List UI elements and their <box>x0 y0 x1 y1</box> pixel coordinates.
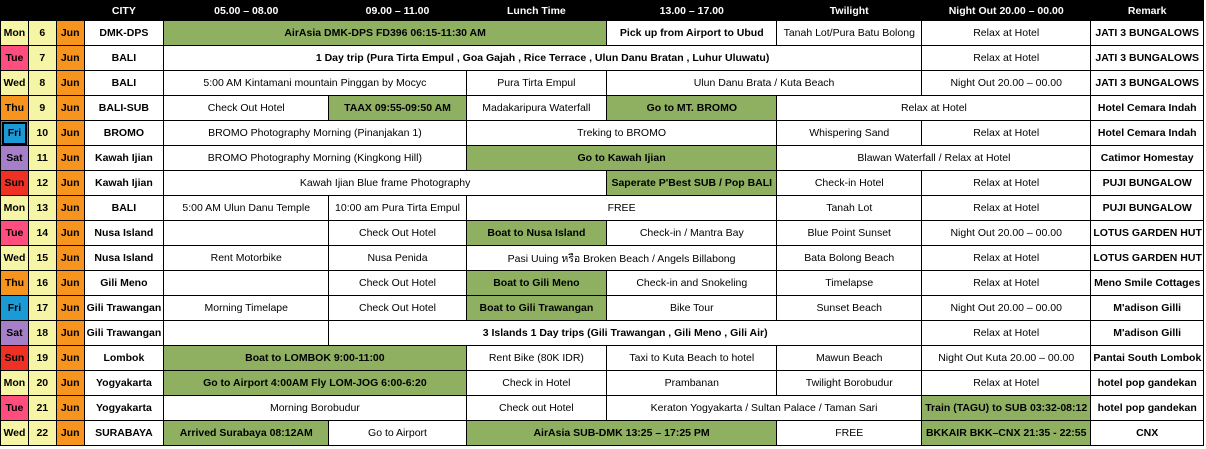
header-day <box>1 1 29 21</box>
header-month <box>56 1 84 21</box>
activity-cell[interactable]: Check Out Hotel <box>329 271 466 296</box>
activity-cell[interactable]: Prambanan <box>607 371 777 396</box>
activity-cell[interactable]: Relax at Hotel <box>922 171 1091 196</box>
activity-cell[interactable]: BROMO Photography Morning (Kingkong Hill) <box>164 146 467 171</box>
activity-cell[interactable]: Train (TAGU) to SUB 03:32-08:12 <box>922 396 1091 421</box>
month-cell[interactable]: Jun <box>56 21 84 46</box>
header-night: Night Out 20.00 – 00.00 <box>922 1 1091 21</box>
day-cell[interactable]: Sun <box>1 171 29 196</box>
activity-cell[interactable]: Check Out Hotel <box>329 296 466 321</box>
activity-cell[interactable]: Check-in and Snokeling <box>607 271 777 296</box>
activity-cell[interactable]: 1 Day trip (Pura Tirta Empul , Goa Gajah , Rice Terrace , Ulun Danu Bratan , Luhur Uluwatu) <box>164 46 922 71</box>
remark-cell[interactable]: PUJI BUNGALOW <box>1091 196 1204 221</box>
header-afternoon: 13.00 – 17.00 <box>607 1 777 21</box>
activity-cell[interactable]: TAAX 09:55-09:50 AM <box>329 96 466 121</box>
table-row <box>1 121 1204 146</box>
activity-cell[interactable]: Go to Airport 4:00AM Fly LOM-JOG 6:00-6:20 <box>164 371 467 396</box>
activity-cell[interactable]: Taxi to Kuta Beach to hotel <box>607 346 777 371</box>
activity-cell[interactable]: 5:00 AM Ulun Danu Temple <box>164 196 329 221</box>
date-cell[interactable]: 17 <box>28 296 56 321</box>
header-city: CITY <box>84 1 164 21</box>
header-twilight: Twilight <box>777 1 922 21</box>
day-cell[interactable]: Fri <box>1 121 29 146</box>
activity-cell[interactable]: Sunset Beach <box>777 296 922 321</box>
date-cell[interactable]: 14 <box>28 221 56 246</box>
activity-cell[interactable]: Morning Borobudur <box>164 396 467 421</box>
activity-cell[interactable]: Night Out 20.00 – 00.00 <box>922 71 1091 96</box>
city-cell[interactable]: Gili Trawangan <box>84 296 164 321</box>
day-cell[interactable]: Wed <box>1 421 29 446</box>
day-cell[interactable]: Fri <box>1 296 29 321</box>
month-cell[interactable]: Jun <box>56 321 84 346</box>
city-cell[interactable]: BALI <box>84 46 164 71</box>
activity-cell[interactable]: Check in Hotel <box>466 371 606 396</box>
date-cell[interactable]: 10 <box>28 121 56 146</box>
activity-cell[interactable]: Check Out Hotel <box>329 221 466 246</box>
remark-cell[interactable]: Hotel Cemara Indah <box>1091 96 1204 121</box>
table-row <box>1 196 1204 221</box>
activity-cell[interactable]: Blawan Waterfall / Relax at Hotel <box>777 146 1091 171</box>
month-cell[interactable]: Jun <box>56 246 84 271</box>
activity-cell[interactable]: BKKAIR BKK–CNX 21:35 - 22:55 <box>922 421 1091 446</box>
remark-cell[interactable]: LOTUS GARDEN HUT <box>1091 221 1204 246</box>
remark-cell[interactable]: JATI 3 BUNGALOWS <box>1091 71 1204 96</box>
activity-cell[interactable]: Whispering Sand <box>777 121 922 146</box>
activity-cell[interactable]: Tanah Lot/Pura Batu Bolong <box>777 21 922 46</box>
date-cell[interactable]: 19 <box>28 346 56 371</box>
activity-cell[interactable]: Ulun Danu Brata / Kuta Beach <box>607 71 922 96</box>
date-cell[interactable]: 9 <box>28 96 56 121</box>
activity-cell[interactable]: Treking to BROMO <box>466 121 777 146</box>
activity-cell[interactable]: Go to Airport <box>329 421 466 446</box>
city-cell[interactable]: DMK-DPS <box>84 21 164 46</box>
month-cell[interactable]: Jun <box>56 196 84 221</box>
table-row <box>1 346 1204 371</box>
header-morning: 05.00 – 08.00 <box>164 1 329 21</box>
activity-cell[interactable]: Bike Tour <box>607 296 777 321</box>
month-cell[interactable]: Jun <box>56 96 84 121</box>
remark-cell[interactable]: Pantai South Lombok <box>1091 346 1204 371</box>
day-cell[interactable]: Sat <box>1 146 29 171</box>
header-remark: Remark <box>1091 1 1204 21</box>
header-date <box>28 1 56 21</box>
activity-cell[interactable]: Relax at Hotel <box>922 46 1091 71</box>
city-cell[interactable]: Gili Trawangan <box>84 321 164 346</box>
activity-cell[interactable]: 3 Islands 1 Day trips (Gili Trawangan , Gili Meno , Gili Air) <box>329 321 922 346</box>
header-row <box>1 1 1204 21</box>
month-cell[interactable]: Jun <box>56 221 84 246</box>
activity-cell[interactable]: Go to Kawah Ijian <box>466 146 777 171</box>
day-cell[interactable]: Tue <box>1 396 29 421</box>
activity-cell[interactable]: Check-in / Mantra Bay <box>607 221 777 246</box>
activity-cell[interactable]: Nusa Penida <box>329 246 466 271</box>
remark-cell[interactable]: PUJI BUNGALOW <box>1091 171 1204 196</box>
activity-cell[interactable]: Pura Tirta Empul <box>466 71 606 96</box>
day-cell[interactable]: Sun <box>1 346 29 371</box>
date-cell[interactable]: 13 <box>28 196 56 221</box>
activity-cell[interactable]: Relax at Hotel <box>922 246 1091 271</box>
activity-cell[interactable]: 10:00 am Pura Tirta Empul <box>329 196 466 221</box>
itinerary-body <box>1 21 1204 446</box>
table-row <box>1 421 1204 446</box>
activity-cell[interactable]: Morning Timelape <box>164 296 329 321</box>
activity-cell[interactable]: Relax at Hotel <box>922 121 1091 146</box>
month-cell[interactable]: Jun <box>56 46 84 71</box>
remark-cell[interactable]: CNX <box>1091 421 1204 446</box>
month-cell[interactable]: Jun <box>56 421 84 446</box>
table-row <box>1 71 1204 96</box>
activity-cell[interactable]: Twilight Borobudur <box>777 371 922 396</box>
day-cell[interactable]: Mon <box>1 196 29 221</box>
activity-cell[interactable]: Arrived Surabaya 08:12AM <box>164 421 329 446</box>
day-cell[interactable]: Tue <box>1 221 29 246</box>
city-cell[interactable]: BROMO <box>84 121 164 146</box>
activity-cell[interactable]: Pick up from Airport to Ubud <box>607 21 777 46</box>
day-cell[interactable]: Tue <box>1 46 29 71</box>
activity-cell[interactable]: Boat to Nusa Island <box>466 221 606 246</box>
activity-cell[interactable]: Tanah Lot <box>777 196 922 221</box>
day-cell[interactable]: Sat <box>1 321 29 346</box>
activity-cell[interactable]: Check Out Hotel <box>164 96 329 121</box>
month-cell[interactable]: Jun <box>56 346 84 371</box>
activity-cell[interactable]: Mawun Beach <box>777 346 922 371</box>
table-row <box>1 46 1204 71</box>
remark-cell[interactable]: Hotel Cemara Indah <box>1091 121 1204 146</box>
day-cell[interactable]: Mon <box>1 371 29 396</box>
remark-cell[interactable]: JATI 3 BUNGALOWS <box>1091 21 1204 46</box>
month-cell[interactable]: Jun <box>56 146 84 171</box>
remark-cell[interactable]: LOTUS GARDEN HUT <box>1091 246 1204 271</box>
date-cell[interactable]: 7 <box>28 46 56 71</box>
table-row <box>1 96 1204 121</box>
activity-cell[interactable]: Bata Bolong Beach <box>777 246 922 271</box>
activity-cell[interactable]: Rent Motorbike <box>164 246 329 271</box>
remark-cell[interactable]: M'adison Gilli <box>1091 321 1204 346</box>
table-row <box>1 246 1204 271</box>
activity-cell[interactable]: Boat to LOMBOK 9:00-11:00 <box>164 346 467 371</box>
remark-cell[interactable]: hotel pop gandekan <box>1091 396 1204 421</box>
table-row <box>1 396 1204 421</box>
activity-cell[interactable]: FREE <box>466 196 777 221</box>
date-cell[interactable]: 22 <box>28 421 56 446</box>
day-cell[interactable]: Thu <box>1 271 29 296</box>
activity-cell[interactable]: Night Out 20.00 – 00.00 <box>922 221 1091 246</box>
table-row <box>1 371 1204 396</box>
activity-cell[interactable]: Go to MT. BROMO <box>607 96 777 121</box>
activity-cell[interactable]: Blue Point Sunset <box>777 221 922 246</box>
month-cell[interactable]: Jun <box>56 296 84 321</box>
date-cell[interactable]: 12 <box>28 171 56 196</box>
header-late-morning: 09.00 – 11.00 <box>329 1 466 21</box>
header-lunch: Lunch Time <box>466 1 606 21</box>
activity-cell[interactable] <box>164 321 329 346</box>
activity-cell[interactable]: Boat to Gili Trawangan <box>466 296 606 321</box>
activity-cell[interactable] <box>164 271 329 296</box>
activity-cell[interactable]: Relax at Hotel <box>777 96 1091 121</box>
activity-cell[interactable]: Night Out Kuta 20.00 – 00.00 <box>922 346 1091 371</box>
date-cell[interactable]: 16 <box>28 271 56 296</box>
city-cell[interactable]: Kawah Ijian <box>84 171 164 196</box>
date-cell[interactable]: 18 <box>28 321 56 346</box>
activity-cell[interactable]: Relax at Hotel <box>922 21 1091 46</box>
activity-cell[interactable]: Madakaripura Waterfall <box>466 96 606 121</box>
city-cell[interactable]: Nusa Island <box>84 221 164 246</box>
city-cell[interactable]: SURABAYA <box>84 421 164 446</box>
date-cell[interactable]: 8 <box>28 71 56 96</box>
month-cell[interactable]: Jun <box>56 396 84 421</box>
remark-cell[interactable]: M'adison Gilli <box>1091 296 1204 321</box>
city-cell[interactable]: BALI <box>84 71 164 96</box>
date-cell[interactable]: 15 <box>28 246 56 271</box>
city-cell[interactable]: Yogyakarta <box>84 371 164 396</box>
date-cell[interactable]: 21 <box>28 396 56 421</box>
table-row <box>1 321 1204 346</box>
month-cell[interactable]: Jun <box>56 121 84 146</box>
month-cell[interactable]: Jun <box>56 371 84 396</box>
activity-cell[interactable]: BROMO Photography Morning (Pinanjakan 1) <box>164 121 467 146</box>
day-cell[interactable]: Thu <box>1 96 29 121</box>
city-cell[interactable]: BALI-SUB <box>84 96 164 121</box>
day-cell[interactable]: Mon <box>1 21 29 46</box>
remark-cell[interactable]: JATI 3 BUNGALOWS <box>1091 46 1204 71</box>
activity-cell[interactable]: Relax at Hotel <box>922 271 1091 296</box>
activity-cell[interactable]: Check-in Hotel <box>777 171 922 196</box>
activity-cell[interactable]: 5:00 AM Kintamani mountain Pinggan by Mocyc <box>164 71 467 96</box>
activity-cell[interactable]: FREE <box>777 421 922 446</box>
month-cell[interactable]: Jun <box>56 171 84 196</box>
month-cell[interactable]: Jun <box>56 271 84 296</box>
activity-cell[interactable]: Keraton Yogyakarta / Sultan Palace / Taman Sari <box>607 396 922 421</box>
remark-cell[interactable]: Meno Smile Cottages <box>1091 271 1204 296</box>
city-cell[interactable]: Yogyakarta <box>84 396 164 421</box>
city-cell[interactable]: BALI <box>84 196 164 221</box>
activity-cell[interactable]: AirAsia DMK-DPS FD396 06:15-11:30 AM <box>164 21 607 46</box>
activity-cell[interactable]: Check out Hotel <box>466 396 606 421</box>
activity-cell[interactable]: Relax at Hotel <box>922 321 1091 346</box>
activity-cell[interactable]: Relax at Hotel <box>922 196 1091 221</box>
date-cell[interactable]: 6 <box>28 21 56 46</box>
remark-cell[interactable]: Catimor Homestay <box>1091 146 1204 171</box>
date-cell[interactable]: 11 <box>28 146 56 171</box>
activity-cell[interactable]: Kawah Ijian Blue frame Photography <box>164 171 607 196</box>
remark-cell[interactable]: hotel pop gandekan <box>1091 371 1204 396</box>
city-cell[interactable]: Gili Meno <box>84 271 164 296</box>
city-cell[interactable]: Nusa Island <box>84 246 164 271</box>
table-row <box>1 171 1204 196</box>
day-cell[interactable]: Wed <box>1 246 29 271</box>
month-cell[interactable]: Jun <box>56 71 84 96</box>
table-row <box>1 146 1204 171</box>
table-row <box>1 21 1204 46</box>
activity-cell[interactable]: Saperate P'Best SUB / Pop BALI <box>607 171 777 196</box>
activity-cell[interactable]: Relax at Hotel <box>922 371 1091 396</box>
city-cell[interactable]: Lombok <box>84 346 164 371</box>
table-row <box>1 296 1204 321</box>
day-cell[interactable]: Wed <box>1 71 29 96</box>
activity-cell[interactable]: Timelapse <box>777 271 922 296</box>
table-row <box>1 221 1204 246</box>
date-cell[interactable]: 20 <box>28 371 56 396</box>
activity-cell[interactable]: Night Out 20.00 – 00.00 <box>922 296 1091 321</box>
city-cell[interactable]: Kawah Ijian <box>84 146 164 171</box>
table-row <box>1 271 1204 296</box>
activity-cell[interactable]: AirAsia SUB-DMK 13:25 – 17:25 PM <box>466 421 777 446</box>
activity-cell[interactable]: Rent Bike (80K IDR) <box>466 346 606 371</box>
activity-cell[interactable]: Boat to Gili Meno <box>466 271 606 296</box>
activity-cell[interactable]: Pasi Uuing หรือ Broken Beach / Angels Billabong <box>466 246 777 271</box>
activity-cell[interactable] <box>164 221 329 246</box>
